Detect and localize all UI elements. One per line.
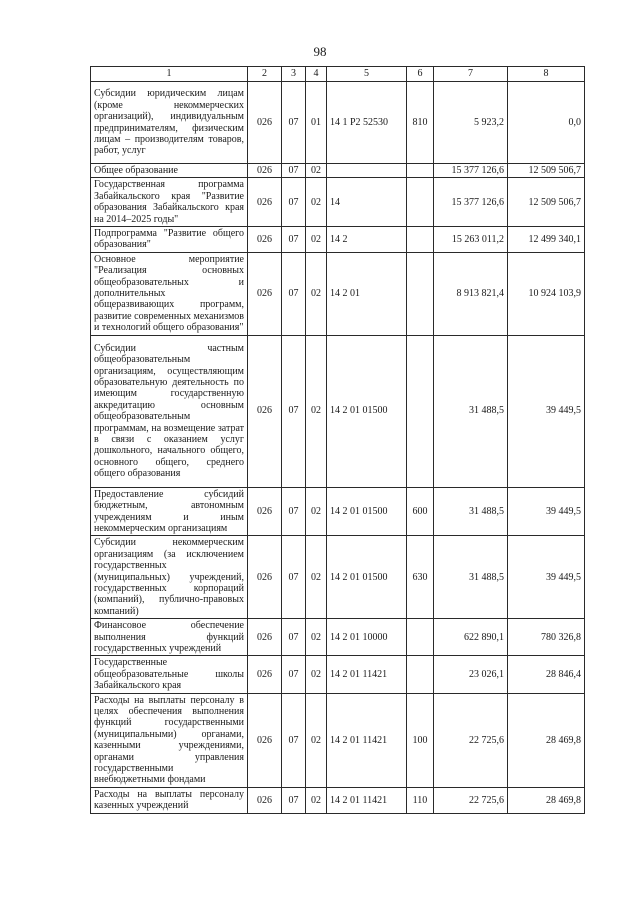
table-row [91,536,585,619]
expense-type-cell: 100 [407,693,434,787]
amount-year2-cell: 39 449,5 [508,536,585,619]
amount-year2-cell: 0,0 [508,82,585,164]
table-row [91,335,585,487]
subsection-code-cell: 02 [306,164,327,178]
admin-code-cell: 026 [248,619,282,656]
amount-year2-cell: 28 469,8 [508,693,585,787]
row-name-cell: Расходы на выплаты персоналу в целях обеспечения выполнения функций государственными (муниципальными) органами, казенными учреждениями, органами управления государственными внебюджетными фондами [91,693,248,787]
section-code-cell: 07 [282,335,306,487]
target-article-cell: 14 2 01 01500 [327,335,407,487]
target-article-cell: 14 2 01 11421 [327,693,407,787]
column-header: 7 [434,67,508,82]
column-header: 3 [282,67,306,82]
amount-year1-cell: 15 377 126,6 [434,164,508,178]
row-name-cell: Государственная программа Забайкальского края "Развитие образования Забайкальского края на 2014–2025 годы" [91,178,248,227]
table-row [91,693,585,787]
expense-type-cell: 600 [407,487,434,536]
target-article-cell: 14 1 Р2 52530 [327,82,407,164]
table-header-row [91,67,585,82]
amount-year2-cell: 12 509 506,7 [508,178,585,227]
table-row [91,82,585,164]
subsection-code-cell: 02 [306,787,327,813]
target-article-cell: 14 2 01 01500 [327,536,407,619]
admin-code-cell: 026 [248,693,282,787]
admin-code-cell: 026 [248,536,282,619]
amount-year1-cell: 22 725,6 [434,693,508,787]
amount-year2-cell: 780 326,8 [508,619,585,656]
admin-code-cell: 026 [248,252,282,335]
amount-year1-cell: 5 923,2 [434,82,508,164]
amount-year1-cell: 23 026,1 [434,656,508,693]
column-header: 1 [91,67,248,82]
subsection-code-cell: 02 [306,252,327,335]
expense-type-cell [407,164,434,178]
target-article-cell: 14 2 01 11421 [327,787,407,813]
column-header: 8 [508,67,585,82]
target-article-cell: 14 2 [327,227,407,253]
column-header: 6 [407,67,434,82]
row-name-cell: Субсидии юридическим лицам (кроме некоммерческих организаций), индивидуальным предпринимателям, физическим лицам – производителям товаров, работ, услуг [91,82,248,164]
expense-type-cell [407,335,434,487]
admin-code-cell: 026 [248,335,282,487]
expense-type-cell: 630 [407,536,434,619]
table-row [91,227,585,253]
target-article-cell: 14 2 01 [327,252,407,335]
subsection-code-cell: 01 [306,82,327,164]
table-row [91,787,585,813]
table-row [91,178,585,227]
expense-type-cell: 110 [407,787,434,813]
row-name-cell: Предоставление субсидий бюджетным, автономным учреждениям и иным некоммерческим организациям [91,487,248,536]
section-code-cell: 07 [282,227,306,253]
section-code-cell: 07 [282,82,306,164]
section-code-cell: 07 [282,164,306,178]
subsection-code-cell: 02 [306,335,327,487]
amount-year1-cell: 31 488,5 [434,487,508,536]
section-code-cell: 07 [282,656,306,693]
expense-type-cell [407,656,434,693]
admin-code-cell: 026 [248,164,282,178]
subsection-code-cell: 02 [306,227,327,253]
section-code-cell: 07 [282,252,306,335]
budget-table [90,66,585,814]
amount-year1-cell: 15 263 011,2 [434,227,508,253]
expense-type-cell: 810 [407,82,434,164]
row-name-cell: Субсидии некоммерческим организациям (за исключением государственных (муниципальных) учреждений, государственных корпораций (компаний), публично-правовых компаний) [91,536,248,619]
section-code-cell: 07 [282,178,306,227]
subsection-code-cell: 02 [306,178,327,227]
section-code-cell: 07 [282,487,306,536]
expense-type-cell [407,178,434,227]
target-article-cell: 14 2 01 10000 [327,619,407,656]
admin-code-cell: 026 [248,178,282,227]
amount-year2-cell: 28 469,8 [508,787,585,813]
amount-year2-cell: 28 846,4 [508,656,585,693]
expense-type-cell [407,227,434,253]
table-row [91,619,585,656]
amount-year1-cell: 22 725,6 [434,787,508,813]
row-name-cell: Общее образование [91,164,248,178]
row-name-cell: Финансовое обеспечение выполнения функций государственных учреждений [91,619,248,656]
amount-year2-cell: 39 449,5 [508,335,585,487]
amount-year1-cell: 31 488,5 [434,335,508,487]
section-code-cell: 07 [282,619,306,656]
row-name-cell: Государственные общеобразовательные школы Забайкальского края [91,656,248,693]
section-code-cell: 07 [282,693,306,787]
table-row [91,252,585,335]
subsection-code-cell: 02 [306,656,327,693]
amount-year2-cell: 12 509 506,7 [508,164,585,178]
target-article-cell: 14 [327,178,407,227]
table-row [91,487,585,536]
amount-year1-cell: 15 377 126,6 [434,178,508,227]
amount-year1-cell: 8 913 821,4 [434,252,508,335]
admin-code-cell: 026 [248,82,282,164]
admin-code-cell: 026 [248,656,282,693]
row-name-cell: Расходы на выплаты персоналу казенных учреждений [91,787,248,813]
table-row [91,656,585,693]
table-row [91,164,585,178]
subsection-code-cell: 02 [306,536,327,619]
row-name-cell: Подпрограмма "Развитие общего образования" [91,227,248,253]
row-name-cell: Основное мероприятие "Реализация основных общеобразовательных и дополнительных общеразвивающих программ, развитие современных механизмов и технологий общего образования" [91,252,248,335]
subsection-code-cell: 02 [306,619,327,656]
admin-code-cell: 026 [248,787,282,813]
amount-year1-cell: 622 890,1 [434,619,508,656]
amount-year2-cell: 10 924 103,9 [508,252,585,335]
column-header: 2 [248,67,282,82]
amount-year1-cell: 31 488,5 [434,536,508,619]
expense-type-cell [407,252,434,335]
subsection-code-cell: 02 [306,487,327,536]
section-code-cell: 07 [282,536,306,619]
target-article-cell: 14 2 01 01500 [327,487,407,536]
target-article-cell [327,164,407,178]
subsection-code-cell: 02 [306,693,327,787]
admin-code-cell: 026 [248,487,282,536]
column-header: 4 [306,67,327,82]
amount-year2-cell: 12 499 340,1 [508,227,585,253]
target-article-cell: 14 2 01 11421 [327,656,407,693]
admin-code-cell: 026 [248,227,282,253]
amount-year2-cell: 39 449,5 [508,487,585,536]
expense-type-cell [407,619,434,656]
section-code-cell: 07 [282,787,306,813]
column-header: 5 [327,67,407,82]
page-number: 98 [313,44,327,59]
row-name-cell: Субсидии частным общеобразовательным организациям, осуществляющим образовательную деятельность по имеющим государственную аккредитацию основным общеобразовательным программам, на возмещение затрат в связи с оказанием услуг дошкольного, начального общего, основного общего, среднего общего образования [91,335,248,487]
